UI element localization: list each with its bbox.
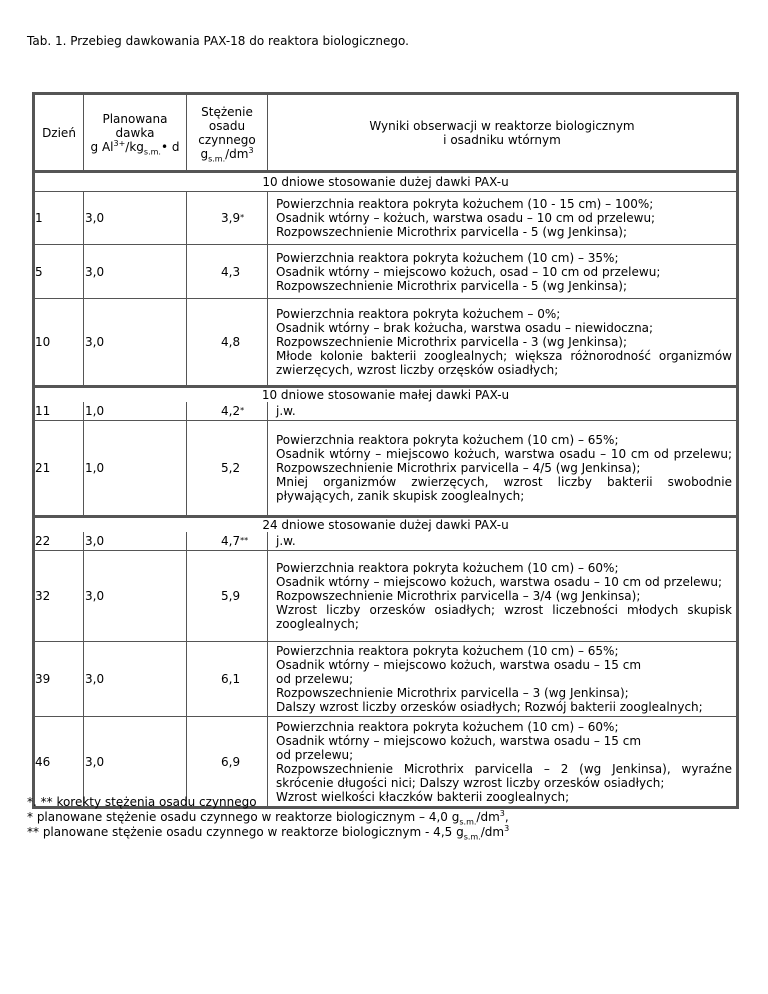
header-day: Dzień (42, 125, 76, 140)
cell-observations: Powierzchnia reaktora pokryta kożuchem (10 cm) – 35%; Osadnik wtórny – miejscowo kożuch, osad – 10 cm od przelewu; Rozpowszechnienie Microthrix parvicella - 5 (wg Jenkinsa); (276, 250, 661, 293)
cell-dose: 3,0 (85, 211, 105, 225)
cell-day: 22 (35, 534, 51, 548)
cell-dose: 3,0 (85, 534, 105, 548)
cell-dose: 3,0 (85, 589, 105, 603)
cell-dose: 3,0 (85, 672, 105, 686)
cell-dose: 3,0 (85, 754, 105, 769)
table-row (35, 642, 736, 717)
section-title: 10 dniowe stosowanie dużej dawki PAX-u (35, 173, 736, 192)
cell-concentration: 4,3 (221, 264, 241, 279)
header-observations: Wyniki obserwacji w reaktorze biologicznym i osadniku wtórnym (369, 118, 635, 147)
cell-day: 39 (35, 672, 51, 686)
dosing-table (32, 92, 739, 809)
cell-concentration: 3,9 * (221, 211, 245, 225)
table-row (35, 717, 736, 806)
cell-observations: Powierzchnia reaktora pokryta kożuchem (10 cm) – 60%; Osadnik wtórny – miejscowo kożuch, warstwa osadu – 15 cm od przelewu; Rozpowszechnienie Microthrix parvicella – 2 (wg Jenkinsa), wyraźne skrócenie długości nici; Dalszy wzrost liczby orzesków osiadłych; Wzrost wielkości kłaczków bakterii zooglealnych; (276, 719, 732, 804)
footnote-3: ** planowane stężenie osadu czynnego w reaktorze biologicznym - 4,5 $g_{s.m.}/dm^3$ (27, 824, 510, 842)
table-row (35, 192, 736, 245)
cell-observations: Powierzchnia reaktora pokryta kożuchem (10 cm) – 65%; Osadnik wtórny – miejscowo kożuch, warstwa osadu – 10 cm od przelewu; Rozpowszechnienie Microthrix parvicella – 4/5 (wg Jenkinsa); Mniej organizmów zwierzęcych, wzrost liczby bakterii swobodnie pływających, zanik skupisk zooglealnych; (276, 433, 732, 503)
footnote-1: *. ** korekty stężenia osadu czynnego (27, 795, 257, 809)
cell-day: 10 (35, 335, 51, 349)
cell-observations: j.w. (276, 404, 296, 418)
cell-day: 46 (35, 754, 51, 769)
table-row (35, 532, 736, 551)
table-row (35, 402, 736, 421)
header-concentration: Stężenie osadu czynnego $g_{s.m.}/dm^3$ (198, 104, 256, 163)
header-dose: Planowana dawka g $Al^{3+}/kg_{s.m.}•$ d (90, 111, 180, 156)
cell-observations: Powierzchnia reaktora pokryta kożuchem (10 cm) – 60%; Osadnik wtórny – miejscowo kożuch, warstwa osadu – 10 cm od przelewu; Rozpowszechnienie Microthrix parvicella – 3/4 (wg Jenkinsa); Wzrost liczby orzesków osiadłych; wzrost liczebności młodych skupisk zooglealnych; (276, 561, 732, 631)
cell-day: 32 (35, 589, 51, 603)
table-header (35, 95, 736, 173)
cell-concentration: 5,9 (221, 589, 241, 603)
section-title: 24 dniowe stosowanie dużej dawki PAX-u (262, 518, 509, 532)
cell-observations: j.w. (276, 534, 296, 548)
cell-day: 21 (35, 461, 51, 475)
cell-concentration: 5,2 (221, 461, 241, 475)
cell-concentration: 6,1 (221, 672, 241, 686)
cell-concentration: 4,2 * (221, 404, 245, 418)
cell-observations: Powierzchnia reaktora pokryta kożuchem (10 cm) – 65%; Osadnik wtórny – miejscowo kożuch, warstwa osadu – 15 cm od przelewu; Rozpowszechnienie Microthrix parvicella – 3 (wg Jenkinsa); Dalszy wzrost liczby orzesków osiadłych; Rozwój bakterii zooglealnych; (276, 644, 703, 714)
cell-day: 5 (35, 264, 43, 279)
cell-dose: 3,0 (85, 264, 105, 279)
footnotes (27, 795, 509, 840)
cell-dose: 1,0 (85, 461, 105, 475)
cell-observations: Powierzchnia reaktora pokryta kożuchem – 0%; Osadnik wtórny – brak kożucha, warstwa osadu – niewidoczna; Rozpowszechnienie Microthrix parvicella - 3 (wg Jenkinsa); Młode kolonie bakterii zooglealnych; większa różnorodność organizmów zwierzęcych, wzrost liczby orzęsków osiadłych; (276, 307, 732, 377)
cell-observations: Powierzchnia reaktora pokryta kożuchem (10 - 15 cm) – 100%; Osadnik wtórny – kożuch, warstwa osadu – 10 cm od przelewu; Rozpowszechnienie Microthrix parvicella - 5 (wg Jenkinsa); (276, 197, 656, 239)
cell-concentration: 4,8 (221, 335, 241, 349)
table-caption: Tab. 1. Przebieg dawkowania PAX-18 do reaktora biologicznego. (27, 34, 409, 48)
cell-day: 1 (35, 211, 43, 225)
table-row (35, 245, 736, 299)
cell-dose: 1,0 (85, 404, 105, 418)
cell-concentration: 4,7 ** (221, 534, 249, 548)
table-row (35, 551, 736, 642)
cell-concentration: 6,9 (221, 754, 241, 769)
section-title: 10 dniowe stosowanie małej dawki PAX-u (261, 388, 510, 402)
footnote-2: * planowane stężenie osadu czynnego w reaktorze biologicznym – 4,0 $g_{s.m.}/dm^3$, (27, 809, 509, 827)
table-row (35, 299, 736, 388)
cell-day: 11 (35, 404, 51, 418)
table-row (35, 421, 736, 518)
cell-dose: 3,0 (85, 335, 105, 349)
